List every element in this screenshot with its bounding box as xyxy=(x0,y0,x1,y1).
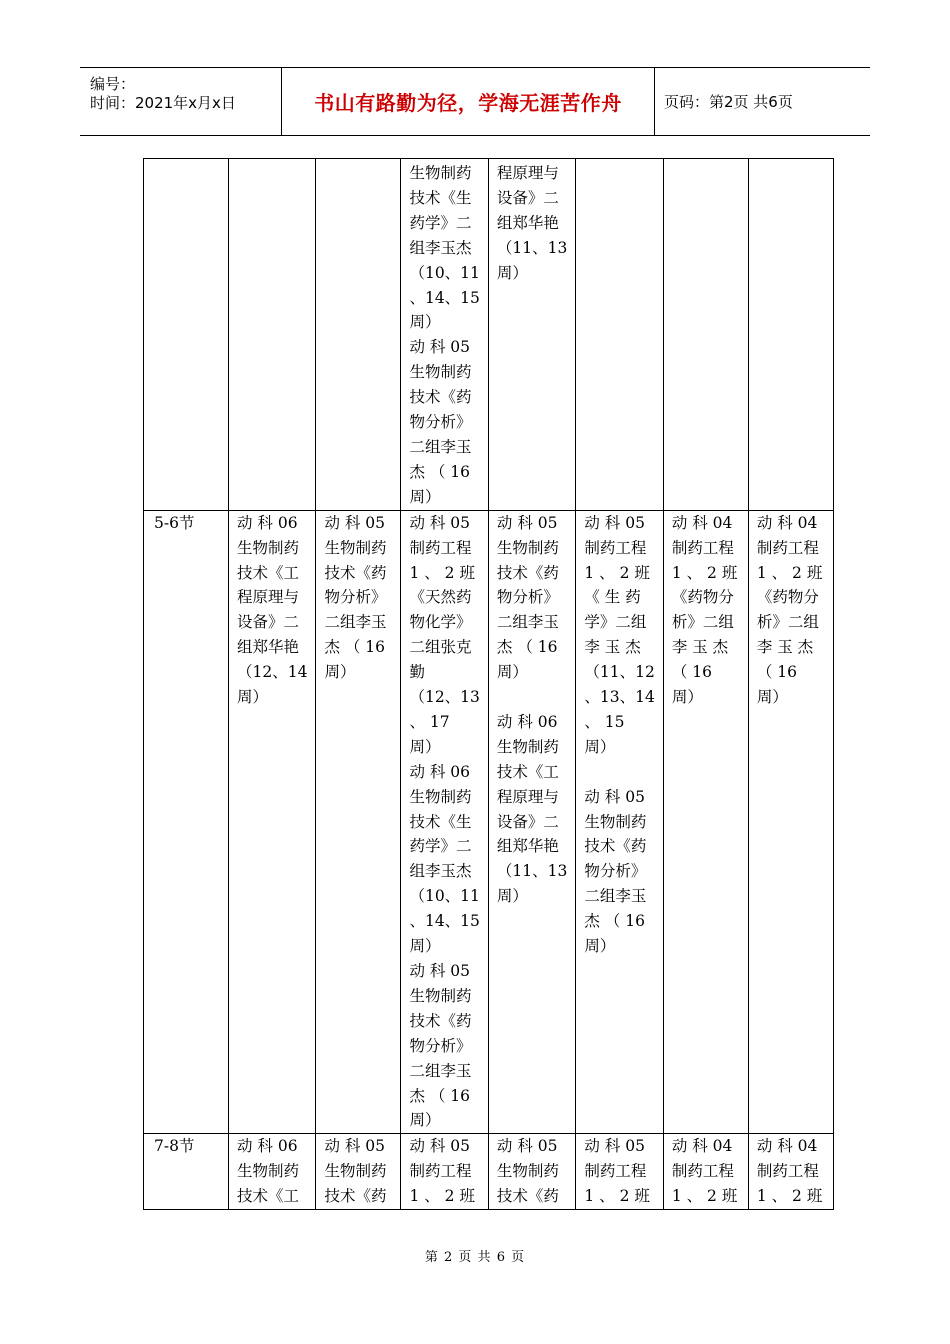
cell-line: 《 生 药 xyxy=(584,588,641,607)
cell-line: 动 科 04 xyxy=(756,513,818,532)
cell-line: 《药物分 xyxy=(671,588,734,607)
cell-line: 技术《药 xyxy=(324,563,387,582)
course-cell xyxy=(401,159,488,511)
cell-line: （10、11 xyxy=(409,263,480,282)
cell-line: 周） xyxy=(237,688,269,707)
cell-line: 物分析》 xyxy=(496,588,559,607)
cell-line: 、14、15 xyxy=(409,288,480,307)
cell-line: 动 科 05 xyxy=(324,513,386,532)
cell-line: （11、13 xyxy=(496,862,568,881)
cell-line: 杰 （ 16 xyxy=(409,462,471,481)
cell-gap xyxy=(584,760,654,785)
page-indicator: 页码：第2页 共6页 xyxy=(664,93,793,111)
cell-line: 周） xyxy=(756,688,788,707)
cell-line: 周） xyxy=(409,937,441,956)
cell-line: 杰 （ 16 xyxy=(496,638,558,657)
cell-line: 物分析》 xyxy=(409,413,472,432)
course-cell xyxy=(401,1134,488,1210)
cell-line: 1 、 2 班 xyxy=(584,563,650,582)
cell-line: 程原理与 xyxy=(496,164,559,182)
course-cell xyxy=(748,159,833,511)
cell-line: 动 科 05 xyxy=(409,962,471,980)
cell-line: 周） xyxy=(496,663,528,682)
cell-line: 周） xyxy=(409,487,441,506)
course-cell xyxy=(316,510,401,1134)
period-label: 5-6节 xyxy=(144,510,229,1134)
cell-line: 析》二组 xyxy=(756,613,819,632)
course-cell xyxy=(488,510,575,1134)
cell-line: 学》二组 xyxy=(584,613,647,632)
cell-line: 动 科 04 xyxy=(756,1137,818,1156)
cell-line: 动 科 06 xyxy=(237,513,298,532)
cell-line: 设备》二 xyxy=(496,812,559,831)
cell-line: 二组李玉 xyxy=(409,1061,472,1080)
cell-line: （ 16 xyxy=(756,663,797,682)
cell-line: 动 科 04 xyxy=(671,513,733,532)
cell-line: （11、13 xyxy=(496,238,568,257)
cell-line: 周） xyxy=(584,737,616,756)
cell-line: 1 、 2 班 xyxy=(671,1187,738,1206)
cell-line: 动 科 05 xyxy=(496,513,558,532)
page-footer: 第 2 页 共 6 页 xyxy=(424,1250,526,1265)
cell-line: 杰 （ 16 xyxy=(324,638,386,657)
course-cell xyxy=(316,159,401,511)
table-row xyxy=(144,510,834,1134)
course-cell xyxy=(488,159,575,511)
cell-line: 物分析》 xyxy=(324,588,387,607)
cell-line: 、 17 xyxy=(409,712,450,731)
cell-line: 、 15 xyxy=(584,712,625,731)
cell-line: 周） xyxy=(409,737,441,756)
cell-line: 动 科 05 xyxy=(584,787,645,806)
cell-line: （12、14 xyxy=(237,663,308,682)
cell-line: 生物制药 xyxy=(324,538,387,557)
cell-line: 生物制药 xyxy=(409,363,472,382)
cell-line: 1 、 2 班 xyxy=(409,563,475,582)
cell-line: 物分析》 xyxy=(409,1036,472,1055)
cell-line: 技术《生 xyxy=(409,812,472,831)
cell-line: 、14、15 xyxy=(409,912,480,931)
cell-line: 程原理与 xyxy=(237,588,300,607)
cell-line: 生物制药 xyxy=(237,538,300,557)
cell-line: 物化学》 xyxy=(409,613,472,632)
cell-line: 生物制药 xyxy=(584,812,647,831)
cell-line: 动 科 05 xyxy=(409,338,471,357)
cell-line: 1 、 2 班 xyxy=(756,563,823,582)
course-cell xyxy=(663,159,748,511)
cell-line: 制药工程 xyxy=(584,538,647,557)
course-cell xyxy=(663,510,748,1134)
cell-line: （12、13 xyxy=(409,688,480,707)
cell-line: 二组李玉 xyxy=(409,437,472,456)
page-header xyxy=(80,67,870,136)
cell-line: 制药工程 xyxy=(409,1162,472,1181)
cell-line: 生物制药 xyxy=(409,787,472,806)
cell-line: 杰 （ 16 xyxy=(409,1086,471,1105)
cell-line: 动 科 05 xyxy=(496,1137,558,1156)
schedule-table xyxy=(143,158,834,1210)
cell-line: 李 玉 杰 xyxy=(671,638,729,657)
cell-line: 二组李玉 xyxy=(324,613,387,632)
cell-line: 动 科 06 xyxy=(409,762,471,781)
time-label: 时间：2021年x月x日 xyxy=(90,94,236,112)
table-row xyxy=(144,159,834,511)
cell-line: 生物制药 xyxy=(409,164,472,182)
cell-line: 1 、 2 班 xyxy=(671,563,738,582)
cell-line: 二组张克 xyxy=(409,638,472,657)
course-cell xyxy=(488,1134,575,1210)
course-cell xyxy=(229,510,316,1134)
cell-line: 周） xyxy=(324,663,356,682)
cell-line: 技术《工 xyxy=(237,563,300,582)
cell-line: 动 科 05 xyxy=(584,513,645,532)
cell-line: 生物制药 xyxy=(237,1162,300,1181)
cell-line: 技术《药 xyxy=(324,1187,387,1206)
cell-line: 技术《生 xyxy=(409,188,472,207)
cell-line: 组郑华艳 xyxy=(496,213,559,232)
cell-line: 勤 xyxy=(409,663,425,682)
cell-line: 制药工程 xyxy=(756,1162,819,1181)
cell-line: 二组李玉 xyxy=(496,613,559,632)
cell-line: 制药工程 xyxy=(409,538,472,557)
cell-line: 周） xyxy=(409,313,441,332)
cell-line: （10、11 xyxy=(409,887,480,906)
cell-line: 动 科 05 xyxy=(324,1137,386,1156)
cell-line: 动 科 06 xyxy=(237,1137,298,1156)
cell-line: 《天然药 xyxy=(409,588,472,607)
cell-line: 1 、 2 班 xyxy=(584,1187,650,1206)
course-cell xyxy=(401,510,488,1134)
cell-line: 生物制药 xyxy=(409,986,472,1005)
cell-line: 《药物分 xyxy=(756,588,819,607)
cell-line: （ 16 xyxy=(671,663,712,682)
cell-line: 设备》二 xyxy=(237,613,300,632)
course-cell xyxy=(576,159,663,511)
cell-line: 李 玉 杰 xyxy=(584,638,641,657)
cell-line: 制药工程 xyxy=(671,538,734,557)
cell-line: 周） xyxy=(409,1111,441,1130)
cell-line: 周） xyxy=(671,688,703,707)
course-cell xyxy=(748,510,833,1134)
cell-line: 设备》二 xyxy=(496,188,559,207)
cell-line: 技术《药 xyxy=(409,388,472,407)
course-cell xyxy=(576,510,663,1134)
cell-line: 1 、 2 班 xyxy=(756,1187,823,1206)
cell-line: 动 科 05 xyxy=(409,1137,471,1156)
course-cell xyxy=(663,1134,748,1210)
course-cell xyxy=(316,1134,401,1210)
cell-line: 二组李玉 xyxy=(584,887,647,906)
cell-line: 药学》二 xyxy=(409,837,472,856)
cell-line: 析》二组 xyxy=(671,613,734,632)
header-motto: 书山有路勤为径，学海无涯苦作舟 xyxy=(282,68,655,135)
cell-line: 动 科 04 xyxy=(671,1137,733,1156)
cell-line: 药学》二 xyxy=(409,213,472,232)
cell-line: 生物制药 xyxy=(496,737,559,756)
header-meta xyxy=(80,68,282,135)
cell-line: 周） xyxy=(496,263,528,282)
course-cell xyxy=(229,1134,316,1210)
cell-line: 、13、14 xyxy=(584,688,655,707)
cell-line: 生物制药 xyxy=(324,1162,387,1181)
cell-line: （11、12 xyxy=(584,663,655,682)
period-label xyxy=(144,159,229,511)
cell-line: 组郑华艳 xyxy=(237,638,300,657)
cell-line: 程原理与 xyxy=(496,787,559,806)
cell-line: 制药工程 xyxy=(671,1162,734,1181)
cell-line: 技术《药 xyxy=(496,1187,559,1206)
cell-line: 生物制药 xyxy=(496,538,559,557)
course-cell xyxy=(748,1134,833,1210)
cell-line: 周） xyxy=(584,937,616,956)
cell-gap xyxy=(497,685,567,710)
cell-line: 技术《药 xyxy=(409,1011,472,1030)
table-row xyxy=(144,1134,834,1210)
cell-line: 制药工程 xyxy=(584,1162,647,1181)
cell-line: 物分析》 xyxy=(584,862,647,881)
cell-line: 技术《药 xyxy=(496,563,559,582)
cell-line: 动 科 05 xyxy=(584,1137,645,1156)
cell-line: 技术《工 xyxy=(496,762,559,781)
course-cell xyxy=(576,1134,663,1210)
period-label: 7-8节 xyxy=(144,1134,229,1210)
number-label: 编号： xyxy=(90,75,136,93)
cell-line: 动 科 05 xyxy=(409,513,471,532)
cell-line: 组李玉杰 xyxy=(409,862,472,881)
cell-line: 生物制药 xyxy=(496,1162,559,1181)
cell-line: 杰 （ 16 xyxy=(584,912,645,931)
course-cell xyxy=(229,159,316,511)
cell-line: 动 科 06 xyxy=(496,712,558,731)
cell-line: 技术《工 xyxy=(237,1187,300,1206)
cell-line: 制药工程 xyxy=(756,538,819,557)
cell-line: 组李玉杰 xyxy=(409,238,472,257)
cell-line: 组郑华艳 xyxy=(496,837,559,856)
cell-line: 李 玉 杰 xyxy=(756,638,814,657)
cell-line: 技术《药 xyxy=(584,837,647,856)
cell-line: 周） xyxy=(496,887,528,906)
cell-line: 1 、 2 班 xyxy=(409,1187,475,1206)
